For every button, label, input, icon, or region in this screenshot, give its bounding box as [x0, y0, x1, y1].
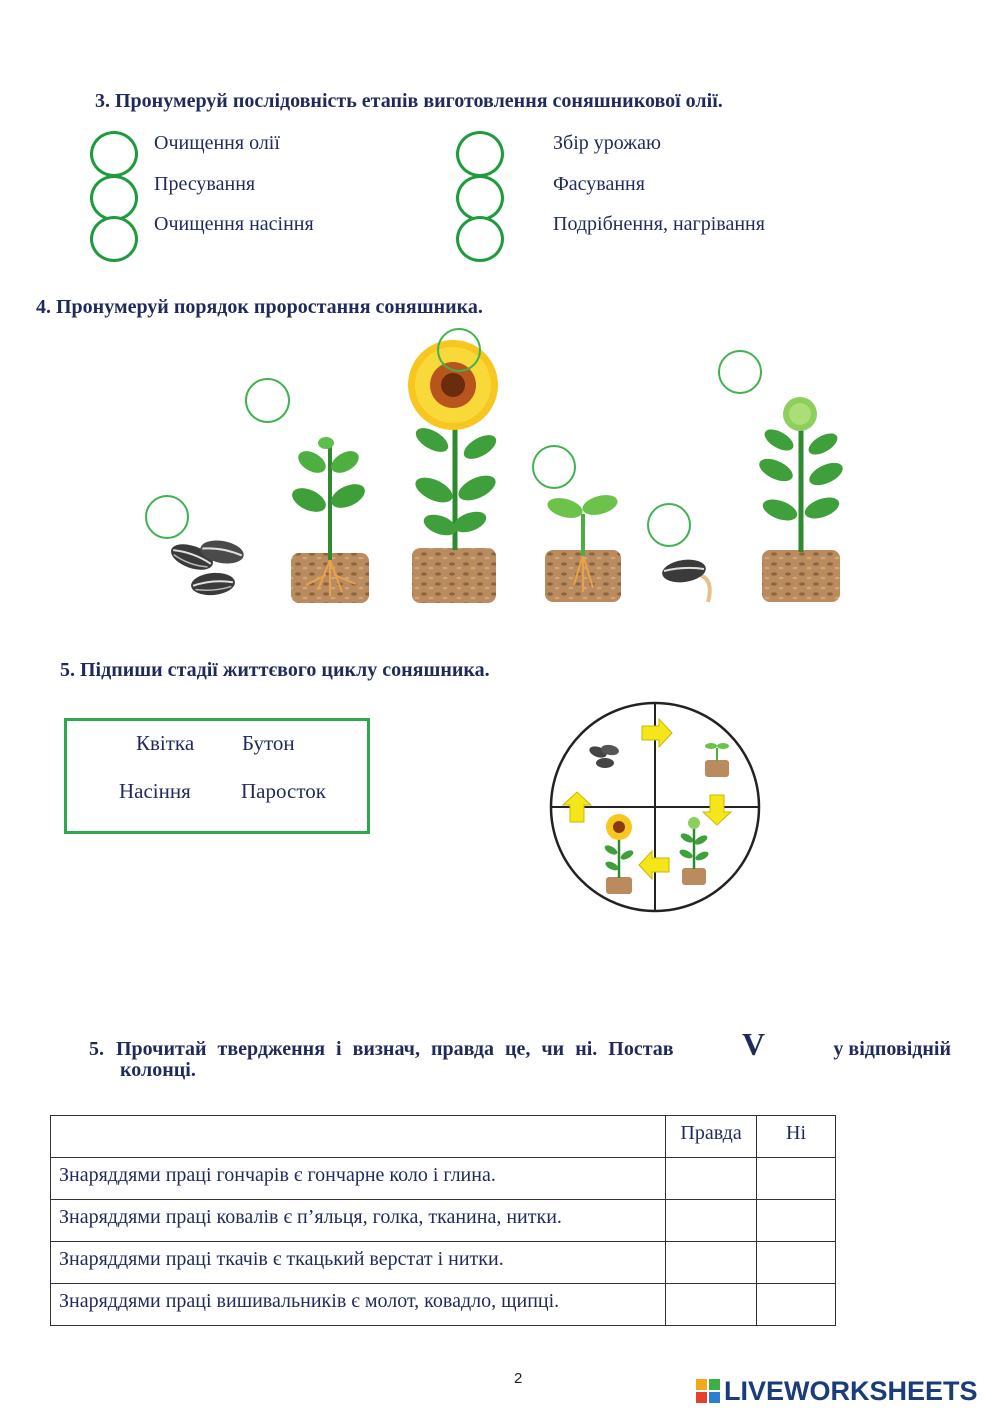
header-false: Ні — [757, 1116, 836, 1158]
liveworksheets-logo-icon — [696, 1379, 720, 1403]
answer-circle-right-3[interactable] — [456, 216, 504, 262]
stage-circle-bud[interactable] — [718, 350, 762, 394]
answer-circle-right-2[interactable] — [456, 175, 504, 221]
statement-cell: Знаряддями праці вишивальників є молот, ковадло, щипці. — [51, 1284, 666, 1326]
true-answer-cell[interactable] — [666, 1284, 757, 1326]
false-answer-cell[interactable] — [757, 1158, 836, 1200]
flowering-sunflower-icon — [408, 340, 500, 603]
table-row — [51, 1158, 836, 1200]
task3-right-item-1: Збір урожаю — [553, 132, 661, 154]
true-false-table — [50, 1115, 836, 1326]
seeds-pile-icon — [168, 537, 246, 597]
brand-text: LIVEWORKSHEETS — [724, 1375, 978, 1406]
task5b-heading — [89, 1026, 951, 1082]
header-statement — [51, 1116, 666, 1158]
table-row — [51, 1284, 836, 1326]
brand-logo — [696, 1375, 978, 1407]
stage-circle-seeds[interactable] — [145, 495, 189, 539]
task5a-heading — [60, 659, 490, 682]
task5b-line1-part2: у відповідній — [833, 1038, 951, 1060]
task5a-number: 5 — [60, 659, 70, 681]
table-row — [51, 1242, 836, 1284]
task3-title: . Пронумеруй послідовність етапів виготовлення соняшникової олії. — [105, 90, 723, 112]
task3-heading — [95, 90, 723, 113]
young-plant-icon — [288, 437, 369, 603]
cycle-sprout-icon — [705, 743, 729, 777]
word-seeds[interactable]: Насіння — [119, 779, 191, 803]
bud-plant-icon — [756, 397, 846, 602]
stage-circle-sprout[interactable] — [532, 445, 576, 489]
word-sprout[interactable]: Паросток — [241, 779, 326, 803]
page-number: 2 — [514, 1370, 523, 1387]
task4-heading: 4. Пронумеруй порядок проростання соняшника. — [36, 296, 483, 318]
header-true: Правда — [666, 1116, 757, 1158]
true-answer-cell[interactable] — [666, 1242, 757, 1284]
false-answer-cell[interactable] — [757, 1200, 836, 1242]
true-answer-cell[interactable] — [666, 1200, 757, 1242]
task3-right-item-3: Подрібнення, нагрівання — [553, 213, 765, 235]
task3-right-item-2: Фасування — [553, 173, 645, 195]
task5b-line2: колонці. — [120, 1059, 196, 1081]
life-cycle-diagram — [548, 700, 762, 914]
word-flower[interactable]: Квітка — [136, 731, 195, 755]
true-answer-cell[interactable] — [666, 1158, 757, 1200]
task3-left-item-1: Очищення олії — [154, 132, 280, 154]
answer-circle-left-3[interactable] — [90, 216, 138, 262]
table-row — [51, 1200, 836, 1242]
false-answer-cell[interactable] — [757, 1284, 836, 1326]
answer-circle-left-1[interactable] — [90, 131, 138, 177]
statement-cell: Знаряддями праці гончарів є гончарне коло і глина. — [51, 1158, 666, 1200]
task3-left-item-3: Очищення насіння — [154, 213, 314, 235]
table-header-row — [51, 1116, 836, 1158]
word-bud[interactable]: Бутон — [242, 731, 295, 755]
answer-circle-left-2[interactable] — [90, 175, 138, 221]
stage-circle-flower[interactable] — [437, 328, 481, 372]
task5b-number: 5. — [89, 1038, 104, 1060]
sprout-icon — [545, 492, 621, 602]
word-bank — [64, 718, 370, 834]
answer-circle-right-1[interactable] — [456, 131, 504, 177]
task5b-mark: V — [741, 1026, 766, 1062]
statement-cell: Знаряддями праці ковалів є п’яльця, голка, тканина, нитки. — [51, 1200, 666, 1242]
germinating-seed-icon — [661, 557, 710, 602]
false-answer-cell[interactable] — [757, 1242, 836, 1284]
stage-circle-germinating-seed[interactable] — [647, 503, 691, 547]
task3-left-item-2: Пресування — [154, 173, 256, 195]
task5a-title: . Підпиши стадії життєвого циклу соняшника. — [70, 659, 490, 681]
task5b-line1-part1: Прочитай твердження і визнач, правда це, чи ні. Постав — [116, 1038, 674, 1060]
statement-cell: Знаряддями праці ткачів є ткацький верстат і нитки. — [51, 1242, 666, 1284]
stage-circle-young-plant[interactable] — [245, 378, 290, 423]
task3-number: 3 — [95, 90, 105, 112]
